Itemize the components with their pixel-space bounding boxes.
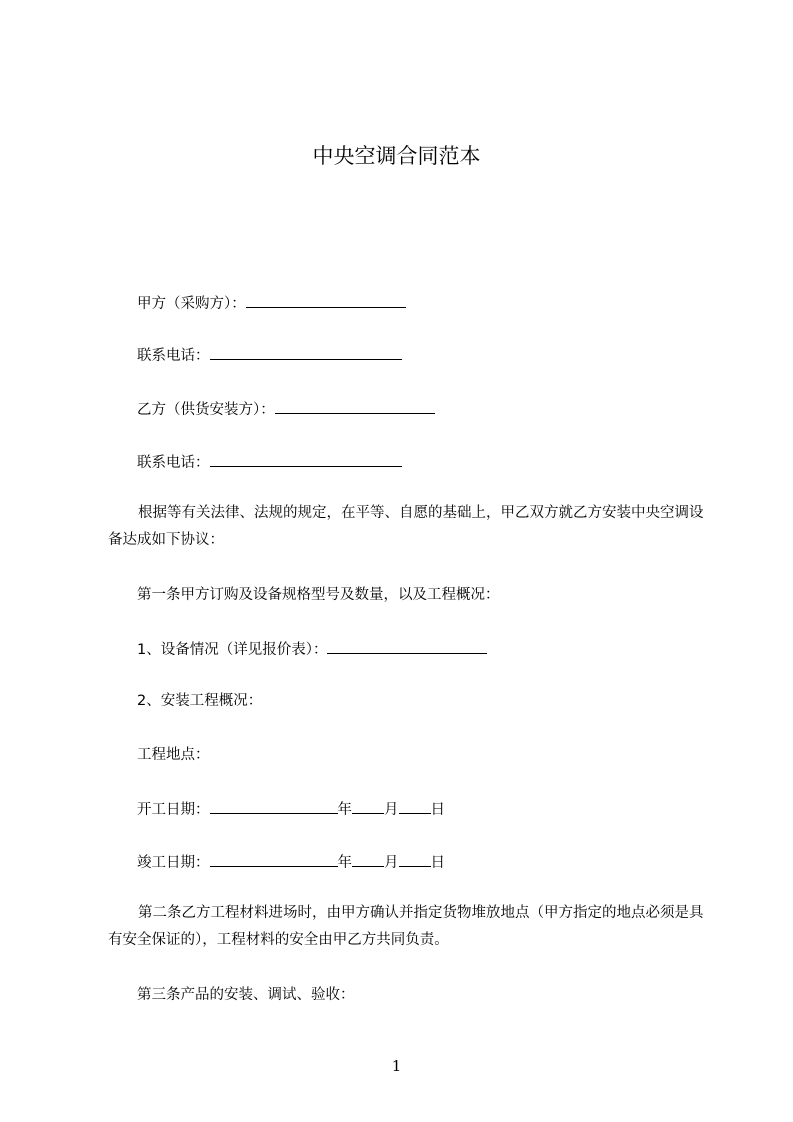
article1-heading: 第一条甲方订购及设备规格型号及数量，以及工程概况： [137, 587, 500, 603]
end-date-line [137, 851, 445, 873]
party-b-blank [275, 398, 435, 414]
party-a-label: 甲方（采购方）： [137, 296, 246, 312]
party-a-line [137, 292, 406, 314]
preamble-paragraph: 根据等有关法律、法规的规定，在平等、自愿的基础上，甲乙双方就乙方安装中央空调设备达成如下协议： [108, 505, 704, 548]
end-year-blank [210, 851, 338, 867]
article2-paragraph: 第二条乙方工程材料进场时，由甲方确认并指定货物堆放地点（甲方指定的地点必须是具有安全保证的），工程材料的安全由甲乙方共同负责。 [108, 905, 704, 948]
page-number: 1 [391, 1057, 402, 1075]
party-a-phone-blank [210, 344, 402, 360]
item1-line [137, 638, 487, 660]
party-a-blank [246, 292, 406, 308]
day-char: 日 [430, 802, 445, 818]
party-a-phone-line [137, 344, 402, 366]
article3-heading: 第三条产品的安装、调试、验收： [137, 987, 355, 1003]
start-year-blank [210, 798, 338, 814]
start-date-label: 开工日期： [137, 802, 210, 818]
party-b-label: 乙方（供货安装方）： [137, 402, 275, 418]
year-char: 年 [337, 802, 352, 818]
month-char: 月 [384, 855, 399, 871]
item1-blank [327, 638, 487, 654]
party-b-phone-line [137, 451, 402, 473]
year-char: 年 [337, 855, 352, 871]
item2-label: 2、安装工程概况： [137, 693, 263, 709]
item1-label: 1、设备情况（详见报价表）： [137, 642, 328, 658]
start-day-blank [399, 798, 431, 814]
start-month-blank [352, 798, 384, 814]
party-a-phone-label: 联系电话： [137, 348, 210, 364]
document-title: 中央空调合同范本 [312, 144, 481, 168]
end-day-blank [399, 851, 431, 867]
party-b-line [137, 398, 435, 420]
end-date-label: 竣工日期： [137, 855, 210, 871]
day-char: 日 [430, 855, 445, 871]
month-char: 月 [384, 802, 399, 818]
party-b-phone-blank [210, 451, 402, 467]
end-month-blank [352, 851, 384, 867]
party-b-phone-label: 联系电话： [137, 455, 210, 471]
start-date-line [137, 798, 445, 820]
site-label: 工程地点： [137, 747, 210, 763]
